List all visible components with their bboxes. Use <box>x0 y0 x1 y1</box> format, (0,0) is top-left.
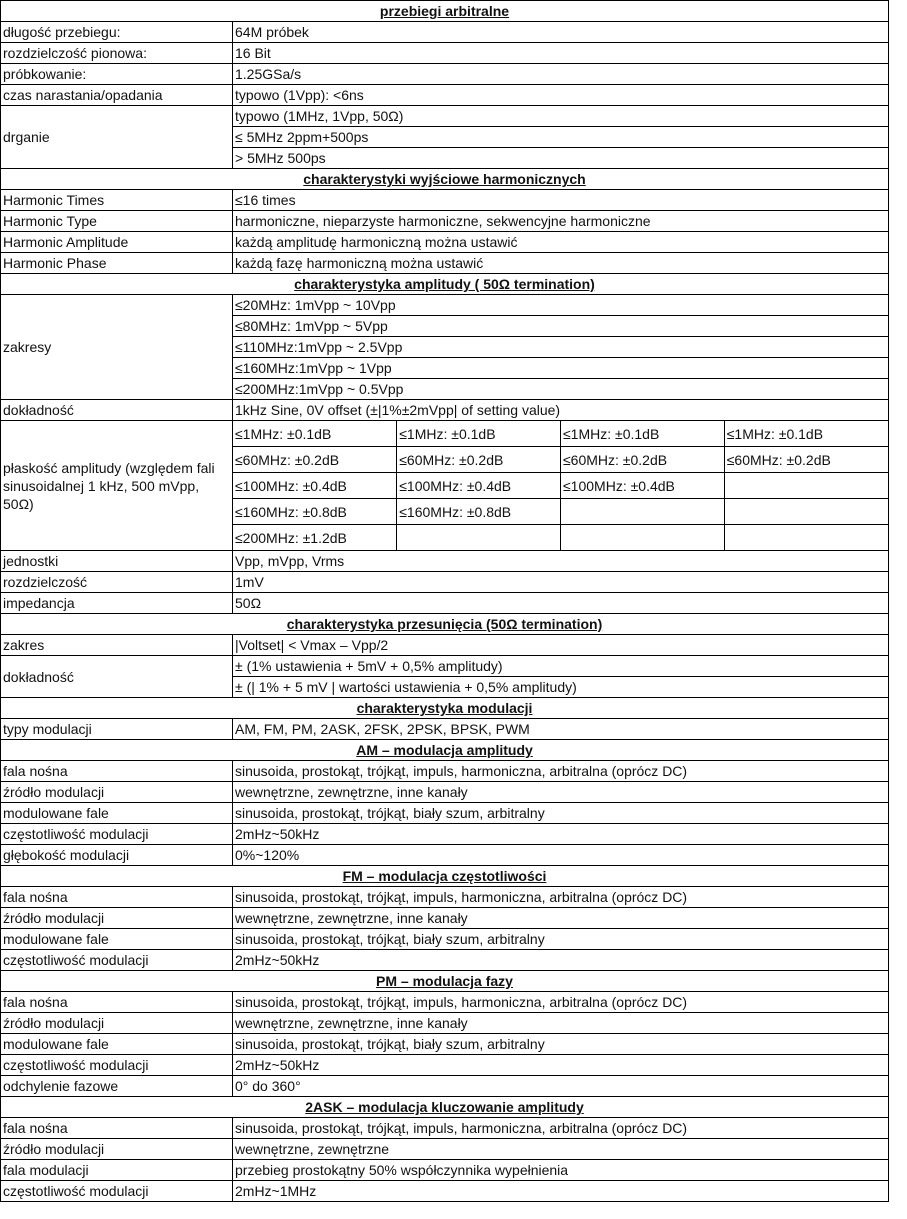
row-value: przebieg prostokątny 50% współczynnika wypełnienia <box>233 1160 889 1181</box>
row-value: sinusoida, prostokąt, trójkąt, biały szum, arbitralny <box>233 929 889 950</box>
flatness-value: ≤160MHz: ±0.8dB <box>397 499 561 525</box>
row-value: 1.25GSa/s <box>233 64 889 85</box>
row-label: dokładność <box>1 656 233 698</box>
row-value: sinusoida, prostokąt, trójkąt, biały szum, arbitralny <box>233 1034 889 1055</box>
row-value: typowo (1MHz, 1Vpp, 50Ω) <box>233 106 889 127</box>
row-label: jednostki <box>1 551 233 572</box>
row-label: próbkowanie: <box>1 64 233 85</box>
row-value: 1kHz Sine, 0V offset (±|1%±2mVpp| of setting value) <box>233 400 889 421</box>
section-header: 2ASK – modulacja kluczowanie amplitudy <box>1 1097 889 1118</box>
flatness-value: ≤60MHz: ±0.2dB <box>561 447 725 473</box>
row-value: 0° do 360° <box>233 1076 889 1097</box>
row-value: AM, FM, PM, 2ASK, 2FSK, 2PSK, BPSK, PWM <box>233 719 889 740</box>
table-row <box>1 1160 889 1181</box>
row-value: ≤16 times <box>233 190 889 211</box>
table-row <box>1 572 889 593</box>
row-label: fala nośna <box>1 1118 233 1139</box>
row-value: sinusoida, prostokąt, trójkąt, impuls, harmoniczna, arbitralna (oprócz DC) <box>233 761 889 782</box>
row-value: > 5MHz 500ps <box>233 148 889 169</box>
row-value: |Voltset| < Vmax – Vpp/2 <box>233 635 889 656</box>
table-row <box>1 992 889 1013</box>
row-value: każdą amplitudę harmoniczną można ustawić <box>233 232 889 253</box>
row-label: źródło modulacji <box>1 908 233 929</box>
row-value: 16 Bit <box>233 43 889 64</box>
row-label: fala nośna <box>1 992 233 1013</box>
row-label: impedancja <box>1 593 233 614</box>
row-label: częstotliwość modulacji <box>1 1055 233 1076</box>
table-row <box>1 1181 889 1202</box>
flatness-row <box>233 499 888 525</box>
table-row <box>1 950 889 971</box>
flatness-value: ≤1MHz: ±0.1dB <box>561 421 725 447</box>
row-value: ≤160MHz:1mVpp ~ 1Vpp <box>233 358 889 379</box>
section-header-row <box>1 740 889 761</box>
row-value: ± (1% ustawienia + 5mV + 0,5% amplitudy) <box>233 656 889 677</box>
table-row <box>1 719 889 740</box>
section-header: charakterystyka przesunięcia (50Ω termination) <box>1 614 889 635</box>
section-header-row <box>1 866 889 887</box>
flatness-value: ≤1MHz: ±0.1dB <box>233 421 397 447</box>
row-value: sinusoida, prostokąt, trójkąt, impuls, harmoniczna, arbitralna (oprócz DC) <box>233 1118 889 1139</box>
row-label: częstotliwość modulacji <box>1 1181 233 1202</box>
row-value: 2mHz~1MHz <box>233 1181 889 1202</box>
row-value: sinusoida, prostokąt, trójkąt, impuls, harmoniczna, arbitralna (oprócz DC) <box>233 992 889 1013</box>
table-row <box>1 929 889 950</box>
table-row <box>1 635 889 656</box>
table-row <box>1 1139 889 1160</box>
table-row <box>1 64 889 85</box>
row-value: 2mHz~50kHz <box>233 950 889 971</box>
table-row <box>1 253 889 274</box>
row-label: zakres <box>1 635 233 656</box>
section-header-row <box>1 274 889 295</box>
row-value: Vpp, mVpp, Vrms <box>233 551 889 572</box>
table-row <box>1 782 889 803</box>
flatness-value <box>561 499 725 525</box>
table-row <box>1 1013 889 1034</box>
flatness-value <box>397 525 561 551</box>
section-header-row <box>1 698 889 719</box>
section-header: PM – modulacja fazy <box>1 971 889 992</box>
row-value: ≤80MHz: 1mVpp ~ 5Vpp <box>233 316 889 337</box>
row-label: płaskość amplitudy (względem fali sinusoidalnej 1 kHz, 500 mVpp, 50Ω) <box>1 421 233 551</box>
table-row <box>1 593 889 614</box>
section-header: FM – modulacja częstotliwości <box>1 866 889 887</box>
flatness-value: ≤160MHz: ±0.8dB <box>233 499 397 525</box>
flatness-value: ≤200MHz: ±1.2dB <box>233 525 397 551</box>
row-value: ≤20MHz: 1mVpp ~ 10Vpp <box>233 295 889 316</box>
row-value: sinusoida, prostokąt, trójkąt, impuls, harmoniczna, arbitralna (oprócz DC) <box>233 887 889 908</box>
row-label: Harmonic Type <box>1 211 233 232</box>
flatness-value <box>561 525 725 551</box>
row-value: 2mHz~50kHz <box>233 1055 889 1076</box>
row-value: 50Ω <box>233 593 889 614</box>
table-row <box>1 761 889 782</box>
flatness-row <box>233 473 888 499</box>
flatness-value: ≤100MHz: ±0.4dB <box>233 473 397 499</box>
table-row <box>1 232 889 253</box>
table-row <box>1 85 889 106</box>
row-label: modulowane fale <box>1 929 233 950</box>
row-label: źródło modulacji <box>1 1139 233 1160</box>
row-label: dokładność <box>1 400 233 421</box>
row-value: sinusoida, prostokąt, trójkąt, biały szum, arbitralny <box>233 803 889 824</box>
row-label: częstotliwość modulacji <box>1 950 233 971</box>
flatness-value: ≤100MHz: ±0.4dB <box>561 473 725 499</box>
row-label: rozdzielczość pionowa: <box>1 43 233 64</box>
section-header: AM – modulacja amplitudy <box>1 740 889 761</box>
row-label: modulowane fale <box>1 803 233 824</box>
row-value: harmoniczne, nieparzyste harmoniczne, sekwencyjne harmoniczne <box>233 211 889 232</box>
flatness-value: ≤60MHz: ±0.2dB <box>724 447 888 473</box>
table-row <box>1 43 889 64</box>
row-label: typy modulacji <box>1 719 233 740</box>
flatness-row <box>233 525 888 551</box>
table-row <box>1 22 889 43</box>
flatness-value: ≤100MHz: ±0.4dB <box>397 473 561 499</box>
row-label: modulowane fale <box>1 1034 233 1055</box>
section-header-row <box>1 971 889 992</box>
row-value: 64M próbek <box>233 22 889 43</box>
section-header: charakterystyka amplitudy ( 50Ω termination) <box>1 274 889 295</box>
row-label: fala nośna <box>1 761 233 782</box>
flatness-value: ≤1MHz: ±0.1dB <box>724 421 888 447</box>
row-value: wewnętrzne, zewnętrzne, inne kanały <box>233 782 889 803</box>
table-row <box>1 421 889 551</box>
row-label: długość przebiegu: <box>1 22 233 43</box>
flatness-value <box>724 473 888 499</box>
section-header-row <box>1 1 889 22</box>
section-header: charakterystyka modulacji <box>1 698 889 719</box>
row-value: ≤ 5MHz 2ppm+500ps <box>233 127 889 148</box>
row-label: Harmonic Phase <box>1 253 233 274</box>
section-header: charakterystyki wyjściowe harmonicznych <box>1 169 889 190</box>
row-label: głębokość modulacji <box>1 845 233 866</box>
row-value: ≤200MHz:1mVpp ~ 0.5Vpp <box>233 379 889 400</box>
flatness-value <box>724 499 888 525</box>
table-row <box>1 1118 889 1139</box>
section-header: przebiegi arbitralne <box>1 1 889 22</box>
table-row <box>1 295 889 316</box>
table-row <box>1 803 889 824</box>
row-label: zakresy <box>1 295 233 400</box>
flatness-value: ≤60MHz: ±0.2dB <box>233 447 397 473</box>
table-row <box>1 106 889 127</box>
table-row <box>1 656 889 677</box>
flatness-value: ≤60MHz: ±0.2dB <box>397 447 561 473</box>
row-label: drganie <box>1 106 233 169</box>
row-value: typowo (1Vpp): <6ns <box>233 85 889 106</box>
table-row <box>1 211 889 232</box>
flatness-row <box>233 421 888 447</box>
row-value: wewnętrzne, zewnętrzne, inne kanały <box>233 908 889 929</box>
row-value: 1mV <box>233 572 889 593</box>
section-header-row <box>1 1097 889 1118</box>
row-label: Harmonic Times <box>1 190 233 211</box>
row-label: fala nośna <box>1 887 233 908</box>
row-value: wewnętrzne, zewnętrzne, inne kanały <box>233 1013 889 1034</box>
row-value: 2mHz~50kHz <box>233 824 889 845</box>
table-row <box>1 551 889 572</box>
row-label: Harmonic Amplitude <box>1 232 233 253</box>
table-row <box>1 887 889 908</box>
section-header-row <box>1 169 889 190</box>
flatness-row <box>233 447 888 473</box>
row-label: źródło modulacji <box>1 782 233 803</box>
row-label: źródło modulacji <box>1 1013 233 1034</box>
row-value: 0%~120% <box>233 845 889 866</box>
row-value: ≤110MHz:1mVpp ~ 2.5Vpp <box>233 337 889 358</box>
flatness-value <box>724 525 888 551</box>
table-row <box>1 190 889 211</box>
row-label: odchylenie fazowe <box>1 1076 233 1097</box>
row-label: rozdzielczość <box>1 572 233 593</box>
row-value: ± (| 1% + 5 mV | wartości ustawienia + 0,5% amplitudy) <box>233 677 889 698</box>
row-value: każdą fazę harmoniczną można ustawić <box>233 253 889 274</box>
row-value: wewnętrzne, zewnętrzne <box>233 1139 889 1160</box>
table-row <box>1 1076 889 1097</box>
table-row <box>1 1055 889 1076</box>
row-label: czas narastania/opadania <box>1 85 233 106</box>
table-row <box>1 845 889 866</box>
flatness-grid <box>233 421 888 550</box>
row-label: fala modulacji <box>1 1160 233 1181</box>
table-row <box>1 824 889 845</box>
table-row <box>1 908 889 929</box>
table-row <box>1 400 889 421</box>
row-label: częstotliwość modulacji <box>1 824 233 845</box>
section-header-row <box>1 614 889 635</box>
table-row <box>1 1034 889 1055</box>
flatness-value: ≤1MHz: ±0.1dB <box>397 421 561 447</box>
flatness-grid-cell <box>233 421 889 551</box>
